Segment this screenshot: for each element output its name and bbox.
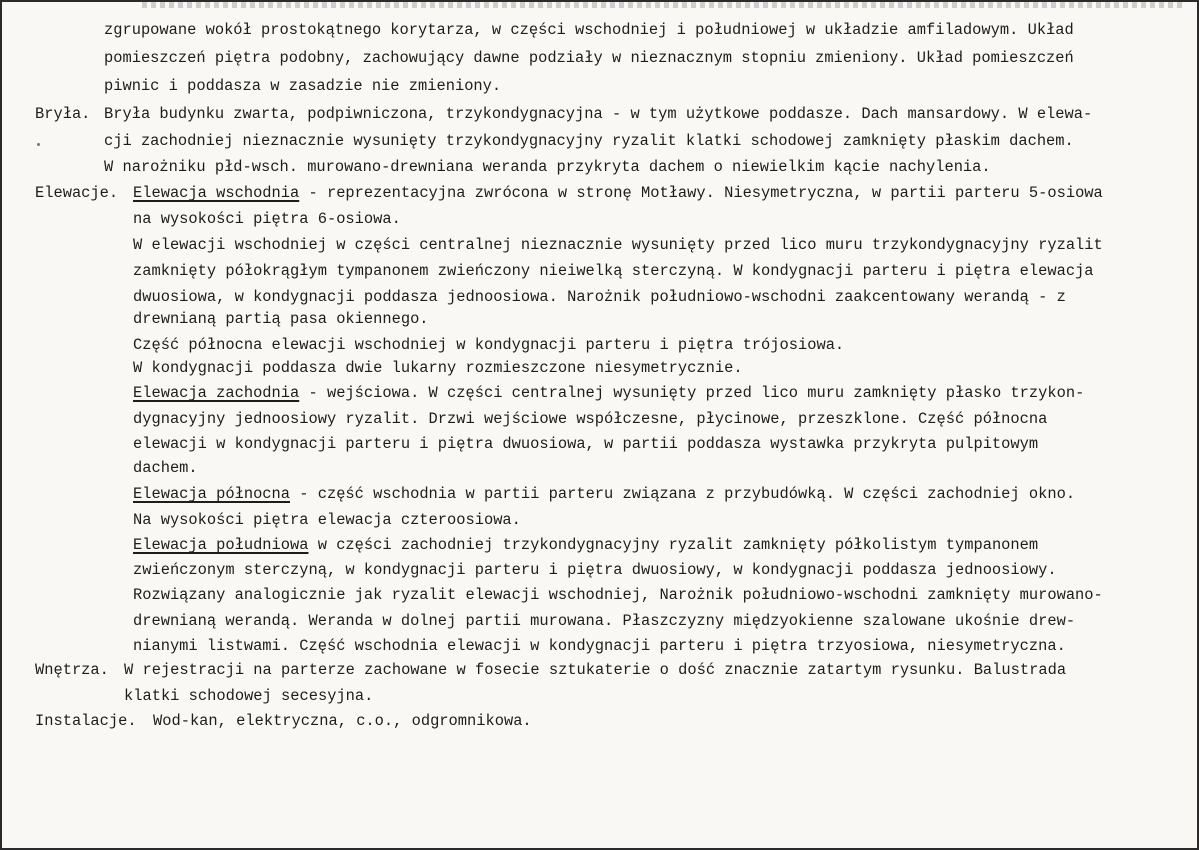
bryla-line-3: W narożniku płd-wsch. murowano-drewniana weranda przykryta dachem o niewielkim kącie nachylenia. — [104, 158, 991, 176]
intro-line-3: piwnic i poddasza w zasadzie nie zmieniony. — [104, 77, 502, 95]
elewacja-poludniowa-line-1-text: w części zachodniej trzykondygnacyjny ryzalit zamknięty półkolistym tympanonem — [308, 536, 1039, 554]
elewacja-poludniowa-line-1 — [133, 535, 1038, 557]
intro-line-1: zgrupowane wokół prostokątnego korytarza, w części wschodniej i południowej w układzie amfiladowym. Układ — [104, 21, 1074, 39]
poludniowa-line-4: drewnianą werandą. Weranda w dolnej partii murowana. Płaszczyzny międzyokienne szalowane ukośnie drew- — [133, 612, 1076, 630]
bryla-line-1: Bryła budynku zwarta, podpiwniczona, trzykondygnacyjna - w tym użytkowe poddasze. Dach mansardowy. W elewa- — [104, 105, 1093, 123]
zachodnia-line-3: elewacji w kondygnacji parteru i piętra dwuosiowa, w partii poddasza wystawka przykryta pulpitowym — [133, 435, 1039, 453]
polnocna-line-2: Na wysokości piętra elewacja czteroosiowa. — [133, 511, 521, 529]
instalacje-heading: Instalacje. — [35, 712, 137, 730]
zachodnia-line-4: dachem. — [133, 459, 198, 477]
poludniowa-line-2: zwieńczonym sterczyną, w kondygnacji parteru i piętra dwuosiowy, w kondygnacji poddasza jednoosiowy. — [133, 561, 1057, 579]
bryla-heading: Bryła. — [35, 105, 91, 123]
wschodnia-para3-line-1: Część północna elewacji wschodniej w kondygnacji parteru i piętra trójosiowa. — [133, 336, 845, 354]
wschodnia-para2-line-2: zamknięty półokrągłym tympanonem zwieńczony nieiwelką sterczyną. W kondygnacji parteru i piętra elewacja — [133, 262, 1094, 280]
elewacje-heading: Elewacje. — [35, 184, 119, 202]
elewacja-wschodnia-line-1 — [133, 183, 1103, 205]
wschodnia-para2-line-4: drewnianą partią pasa okiennego. — [133, 310, 429, 328]
wschodnia-para2-line-1: W elewacji wschodniej w części centralnej nieznacznie wysunięty przed lico muru trzykondygnacyjny ryzalit — [133, 236, 1103, 254]
elewacja-zachodnia-line-1-text: - wejściowa. W części centralnej wysunięty przed lico muru zamknięty płasko trzykon- — [299, 384, 1085, 402]
wnetrza-line-1: W rejestracji na parterze zachowane w fosecie sztukaterie o dość znacznie zatartym rysunku. Balustrada — [124, 661, 1067, 679]
elewacja-polnocna-line-1 — [133, 484, 1075, 506]
margin-dot — [37, 143, 40, 146]
wschodnia-para2-line-3: dwuosiowa, w kondygnacji poddasza jednoosiowa. Narożnik południowo-wschodni zaakcentowany werandą - z — [133, 288, 1066, 306]
instalacje-text: Wod-kan, elektryczna, c.o., odgromnikowa. — [153, 712, 532, 730]
poludniowa-line-3: Rozwiązany analogicznie jak ryzalit elewacji wschodniej, Narożnik południowo-wschodni zamknięty murowano- — [133, 586, 1103, 604]
intro-line-2: pomieszczeń piętra podobny, zachowujący dawne podziały w nieznacznym stopniu zmieniony. Układ pomieszczeń — [104, 49, 1074, 67]
zachodnia-line-2: dygnacyjny jednoosiowy ryzalit. Drzwi wejściowe współczesne, płycinowe, przeszklone. Część północna — [133, 410, 1048, 428]
elewacja-wschodnia-line-2: na wysokości piętra 6-osiowa. — [133, 210, 401, 228]
elewacja-wschodnia-title: Elewacja wschodnia — [133, 184, 300, 202]
bryla-line-2: cji zachodniej nieznacznie wysunięty trzykondygnacyjny ryzalit klatki schodowej zamknięty płaskim dachem. — [104, 132, 1074, 150]
elewacja-poludniowa-title: Elewacja południowa — [133, 536, 309, 554]
poludniowa-line-5: nianymi listwami. Część wschodnia elewacji w kondygnacji parteru i piętra trzyosiowa, niesymetryczna. — [133, 637, 1066, 655]
elewacja-wschodnia-line-1-text: - reprezentacyjna zwrócona w stronę Motławy. Niesymetryczna, w partii parteru 5-osiowa — [299, 184, 1103, 202]
wnetrza-heading: Wnętrza. — [35, 661, 109, 679]
wschodnia-para3-line-2: W kondygnacji poddasza dwie lukarny rozmieszczone niesymetrycznie. — [133, 359, 743, 377]
elewacja-polnocna-line-1-text: - część wschodnia w partii parteru związana z przybudówką. W części zachodniej okno. — [290, 485, 1076, 503]
elewacja-polnocna-title: Elewacja północna — [133, 485, 291, 503]
wnetrza-line-2: klatki schodowej secesyjna. — [124, 687, 374, 705]
cut-off-top-line — [142, 2, 1182, 8]
elewacja-zachodnia-line-1 — [133, 383, 1084, 405]
elewacja-zachodnia-title: Elewacja zachodnia — [133, 384, 300, 402]
